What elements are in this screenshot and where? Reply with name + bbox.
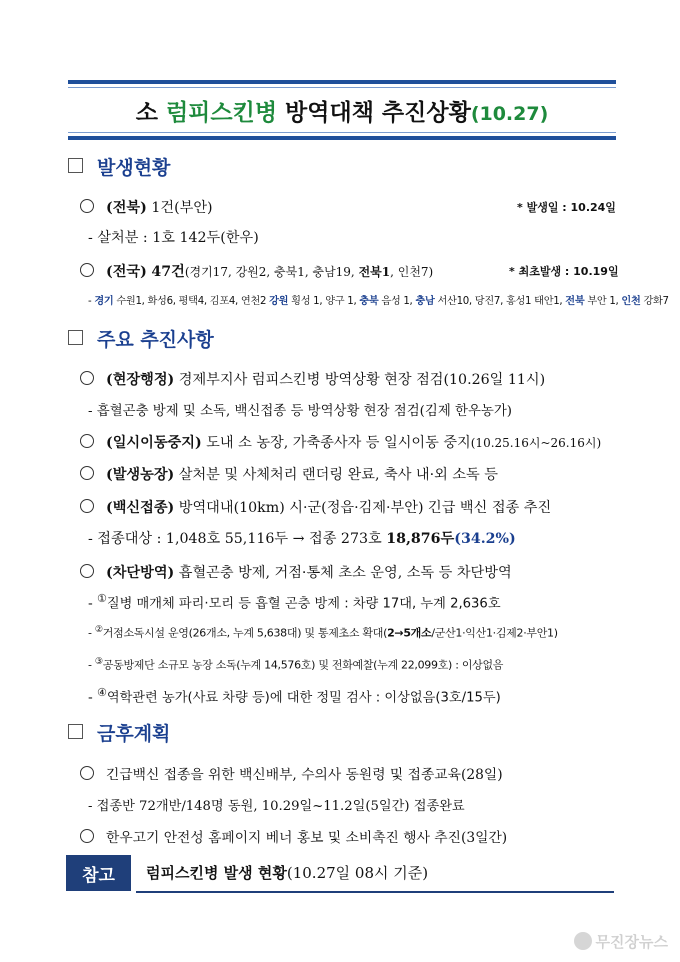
status-jeonbuk: (전북) 1건(부안) xyxy=(80,197,213,217)
action-field: (현장행정) 경제부지사 럼피스킨병 방역상황 현장 점검(10.26일 11시) xyxy=(80,369,545,389)
action-standstill: (일시이동중지) 도내 소 농장, 가축종사자 등 일시이동 중지(10.25.16시~26.16시) xyxy=(80,432,601,452)
watermark-logo-icon xyxy=(574,932,592,950)
action-biosecurity-3: - ③공동방제단 소규모 농장 소독(누계 14,576호) 및 전화예찰(누계 22,099호) : 이상없음 xyxy=(88,656,504,672)
plan-promotion: 한우고기 안전성 홈페이지 베너 홍보 및 소비촉진 행사 추진(3일간) xyxy=(80,826,507,846)
status-regional-detail: - 경기 수원1, 화성6, 평택4, 김포4, 연천2 강원 횡성 1, 양구 1, 충북 음성 1, 충남 서산10, 당진7, 홍성1 태안1, 전북 부안 1, 인천 강화7 xyxy=(88,296,669,307)
action-farm: (발생농장) 살처분 및 사체처리 랜더링 완료, 축사 내·외 소독 등 xyxy=(80,464,498,484)
watermark: 무진장뉴스 xyxy=(574,931,668,952)
reference-underline xyxy=(136,891,614,893)
section-heading-actions: 주요 추진사항 xyxy=(68,325,214,352)
plan-vaccine-detail: - 접종반 72개반/148명 동원, 10.29일~11.2일(5일간) 접종완료 xyxy=(88,799,465,814)
status-jeonbuk-date: * 발생일 : 10.24일 xyxy=(517,201,616,214)
status-national-date: * 최초발생 : 10.19일 xyxy=(509,265,619,278)
plan-vaccine: 긴급백신 접종을 위한 백신배부, 수의사 동원령 및 접종교육(28일) xyxy=(80,763,503,783)
section-heading-plan: 금후계획 xyxy=(68,719,170,746)
action-vaccine: (백신접종) 방역대내(10km) 시·군(정읍·김제·부안) 긴급 백신 접종 추진 xyxy=(80,497,551,517)
page-title: 소 럼피스킨병 방역대책 추진상황(10.27) xyxy=(135,99,549,126)
reference-tag: 참고 xyxy=(66,855,131,891)
section-heading-status: 발생현황 xyxy=(68,153,170,180)
action-biosecurity-2: - ②거점소독시설 운영(26개소, 누계 5,638대) 및 통제초소 확대(2→5개소/군산1·익산1·김제2·부안1) xyxy=(88,624,558,640)
reference-title: 럼피스킨병 발생 현황(10.27일 08시 기준) xyxy=(146,864,429,882)
title-box xyxy=(68,80,616,140)
action-biosecurity-4: - ④역학관련 농가(사료 차량 등)에 대한 정밀 검사 : 이상없음(3호/15두) xyxy=(88,686,501,706)
action-vaccine-detail: - 접종대상 : 1,048호 55,116두 → 접종 273호 18,876두(34.2%) xyxy=(88,531,516,547)
status-national: (전국) 47건(경기17, 강원2, 충북1, 충남19, 전북1, 인천7) xyxy=(80,261,433,281)
action-biosecurity-1: - ①질병 매개체 파리·모리 등 흡혈 곤충 방제 : 차량 17대, 누계 2,636호 xyxy=(88,592,501,612)
action-field-detail: - 흡혈곤충 방제 및 소독, 백신접종 등 방역상황 현장 점검(김제 한우농가) xyxy=(88,404,512,419)
action-biosecurity: (차단방역) 흡혈곤충 방제, 거점·통체 초소 운영, 소독 등 차단방역 xyxy=(80,562,512,582)
status-jeonbuk-detail: - 살처분 : 1호 142두(한우) xyxy=(88,230,259,246)
